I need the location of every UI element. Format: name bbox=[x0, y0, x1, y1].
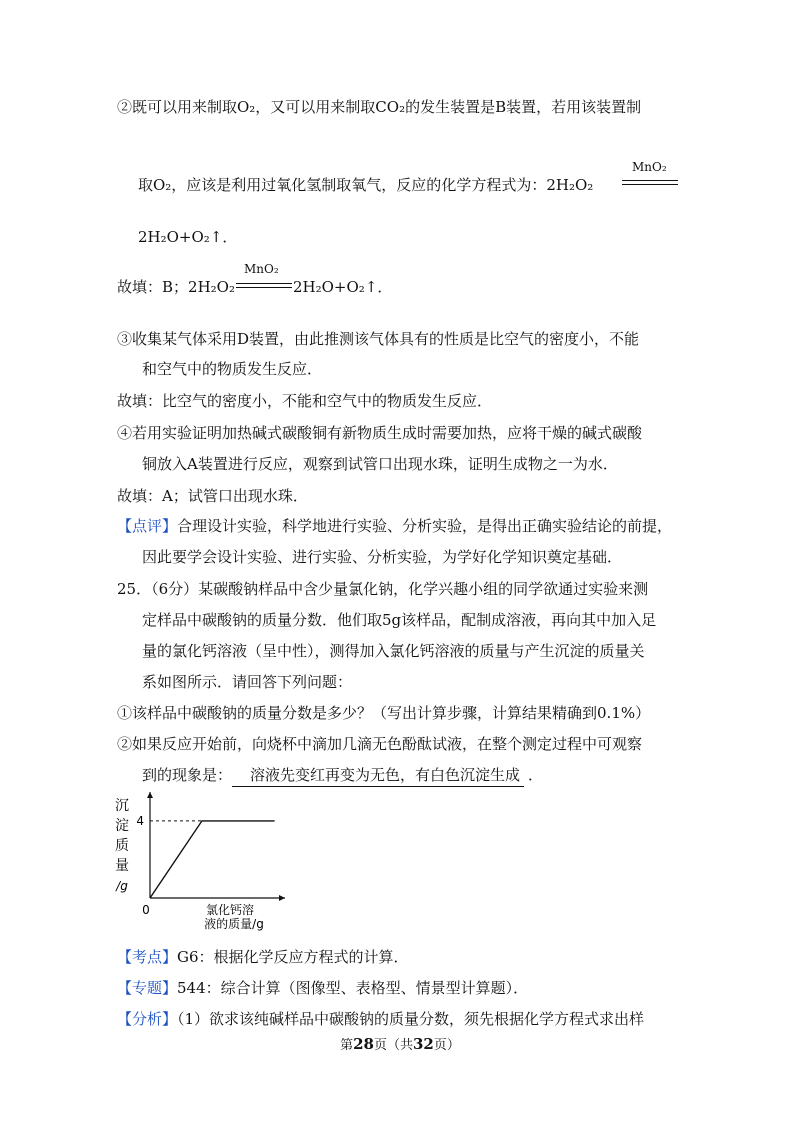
topic-text: 544：综合计算（图像型、表格型、情景型计算题）． bbox=[177, 979, 529, 997]
para4-answer: 故填：A；试管口出现水珠． bbox=[117, 487, 308, 505]
answer-catalyst-label: MnO₂ bbox=[244, 262, 279, 276]
q25-line1: 25．（6分）某碳酸钠样品中含少量氯化钠，化学兴趣小组的同学欲通过实验来测 bbox=[117, 580, 649, 598]
para3-answer: 故填：比空气的密度小，不能和空气中的物质发生反应． bbox=[117, 392, 493, 410]
x-axis-label-line2: 液的质量/g bbox=[204, 917, 264, 931]
x-axis-arrow bbox=[279, 895, 285, 901]
q25-sub1: ①该样品中碳酸钠的质量分数是多少？（写出计算步骤，计算结果精确到0.1%） bbox=[117, 704, 651, 722]
footer-suffix: 页） bbox=[433, 1038, 460, 1053]
q25-line3: 量的氯化钙溶液（呈中性），测得加入氯化钙溶液的质量与产生沉淀的质量关 bbox=[142, 642, 645, 660]
review-line2: 因此要学会设计实验、进行实验、分析实验，为学好化学知识奠定基础． bbox=[142, 548, 623, 566]
precipitate-chart bbox=[110, 786, 290, 936]
analysis-line bbox=[117, 1009, 644, 1029]
page-footer bbox=[0, 1034, 800, 1053]
para4-line2: 铜放入A装置进行反应，观察到试管口出现水珠，证明生成物之一为水． bbox=[142, 455, 618, 473]
para2-answer-prefix: 故填：B；2H₂O₂ bbox=[117, 278, 235, 296]
knowledge-tag: 【考点】 bbox=[117, 948, 178, 966]
y-axis-label-char: 量 bbox=[115, 858, 129, 874]
y-axis-label-char: 质 bbox=[115, 838, 129, 854]
q25-sub2-line2 bbox=[142, 765, 543, 787]
y-axis-label-char: 沉 bbox=[115, 798, 129, 814]
para4-line1: ④若用实验证明加热碱式碳酸铜有新物质生成时需要加热，应将干燥的碱式碳酸 bbox=[117, 424, 643, 442]
y-axis-unit: /g bbox=[116, 879, 128, 893]
x-axis-label-line1: 氯化钙溶 bbox=[205, 903, 255, 917]
knowledge-line bbox=[117, 947, 409, 967]
review-tag: 【点评】 bbox=[117, 517, 178, 535]
analysis-tag: 【分析】 bbox=[117, 1010, 178, 1028]
q25-line2: 定样品中碳酸钠的质量分数．他们取5g该样品，配制成溶液，再向其中加入足 bbox=[142, 611, 657, 629]
q25-sub2-prefix: 到的现象是： bbox=[142, 766, 233, 784]
reaction-equals-bar bbox=[622, 180, 678, 185]
q25-sub2-line1: ②如果反应开始前，向烧杯中滴加几滴无色酚酞试液，在整个测定过程中可观察 bbox=[117, 735, 643, 753]
series-line bbox=[150, 821, 275, 898]
y-axis-label-char: 淀 bbox=[115, 818, 129, 834]
footer-total-pages: 32 bbox=[413, 1035, 434, 1053]
y-tick-label: 4 bbox=[136, 813, 144, 828]
footer-middle: 页（共 bbox=[373, 1038, 413, 1053]
review-line1 bbox=[117, 516, 672, 536]
para2-answer-suffix: 2H₂O+O₂↑． bbox=[293, 278, 393, 296]
para3-line2: 和空气中的物质发生反应． bbox=[142, 360, 323, 378]
para2-line1: ②既可以用来制取O₂，又可以用来制取CO₂的发生装置是B装置，若用该装置制 bbox=[117, 98, 642, 116]
catalyst-label: MnO₂ bbox=[632, 160, 667, 174]
q25-sub2-suffix: ． bbox=[528, 766, 544, 784]
para2-line2: 取O₂，应该是利用过氧化氢制取氧气，反应的化学方程式为：2H₂O₂ bbox=[138, 176, 594, 194]
knowledge-text: G6：根据化学反应方程式的计算． bbox=[177, 948, 409, 966]
topic-line bbox=[117, 978, 528, 998]
q25-sub2-answer: 溶液先变红再变为无色，有白色沉淀生成 bbox=[232, 765, 524, 787]
review-text: 合理设计实验，科学地进行实验、分析实验，是得出正确实验结论的前提， bbox=[177, 517, 673, 535]
topic-tag: 【专题】 bbox=[117, 979, 178, 997]
origin-label: 0 bbox=[142, 903, 150, 917]
para2-line3: 2H₂O+O₂↑． bbox=[138, 228, 238, 246]
answer-equals-bar bbox=[236, 283, 292, 288]
y-axis-arrow bbox=[147, 792, 153, 798]
q25-line4: 系如图所示．请回答下列问题： bbox=[142, 673, 353, 691]
footer-page-number: 28 bbox=[353, 1035, 374, 1053]
para3-line1: ③收集某气体采用D装置，由此推测该气体具有的性质是比空气的密度小，不能 bbox=[117, 330, 640, 348]
analysis-text: （1）欲求该纯碱样品中碳酸钠的质量分数，须先根据化学方程式求出样 bbox=[177, 1010, 645, 1028]
footer-prefix: 第 bbox=[340, 1038, 354, 1053]
